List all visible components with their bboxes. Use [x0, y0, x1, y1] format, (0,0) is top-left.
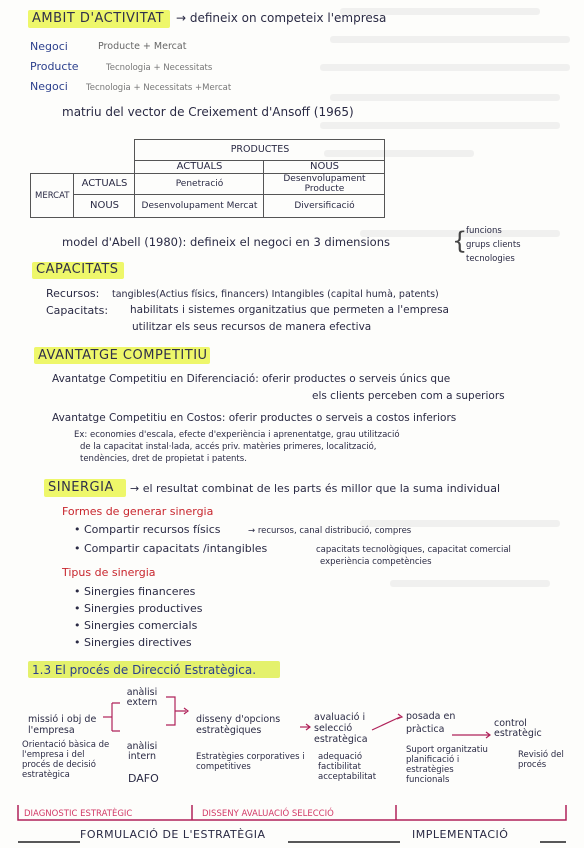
sinergia-title: SINERGIA — [48, 480, 114, 495]
ambit-row-2-value: Tecnologia + Necessitats — [106, 63, 213, 73]
tipus-3: • Sinergies comercials — [74, 619, 198, 632]
matrix-diversificacio: Diversificació — [264, 195, 385, 218]
avantatge-title: AVANTATGE COMPETITIU — [38, 348, 208, 363]
phase-disseny: DISSENY AVALUACIÓ SELECCIÓ — [202, 809, 334, 819]
abell-item-2: grups clients — [466, 240, 521, 250]
capacitats-line-1: habilitats i sistemes organitzatius que permeten a l'empresa — [130, 304, 449, 316]
revisio-proces: Revisió del procés — [518, 750, 564, 770]
phase-formulacio: FORMULACIÓ DE L'ESTRATÈGIA — [80, 828, 266, 841]
disseny-opcions: disseny d'opcions estratègiques — [196, 714, 281, 736]
phase-diagnostic: DIAGNOSTIC ESTRATÈGIC — [24, 809, 133, 819]
abell-brace: { — [452, 227, 468, 255]
diferenciacio-line-1: Avantatge Competitiu en Diferenciació: oferir productes o serveis únics que — [52, 373, 451, 385]
costos-example-1: Ex: economies d'escala, efecte d'experiència i aprenentatge, grau utilització — [74, 430, 400, 440]
matrix-row-nous: NOUS — [74, 195, 135, 218]
recursos-label: Recursos: — [46, 287, 100, 300]
tipus-title: Tipus de sinergia — [62, 566, 156, 579]
abell-item-1: funcions — [466, 226, 502, 236]
forma-1-detail: → recursos, canal distribució, compres — [248, 526, 412, 536]
tipus-4: • Sinergies directives — [74, 636, 192, 649]
capacitats-label: Capacitats: — [46, 304, 109, 317]
diferenciacio-line-2: els clients perceben com a superiors — [312, 390, 505, 402]
abell-item-3: tecnologies — [466, 254, 515, 264]
phase-implementacio: IMPLEMENTACIÓ — [412, 828, 509, 841]
avaluacio-seleccio: avaluació i selecció estratègica — [314, 712, 368, 745]
capacitats-line-2: utilitzar els seus recursos de manera efectiva — [132, 321, 372, 333]
recursos-text: tangibles(Actius físics, financers) Intangibles (capital humà, patents) — [112, 289, 439, 300]
orientacio-basica: Orientació bàsica de l'empresa i del procés de decisió estratègica — [22, 740, 110, 780]
ambit-title: AMBIT D'ACTIVITAT — [32, 11, 165, 26]
ansoff-title: matriu del vector de Creixement d'Ansoff (1965) — [62, 105, 354, 119]
matrix-productes: PRODUCTES — [135, 140, 385, 161]
ambit-row-1-value: Producte + Mercat — [98, 41, 187, 52]
matrix-col-nous: NOUS — [264, 161, 385, 174]
ambit-row-3-label: Negoci — [30, 80, 68, 93]
matrix-penetracio: Penetració — [135, 174, 264, 195]
costos-line: Avantatge Competitiu en Costos: oferir productes o serveis a costos inferiors — [52, 412, 457, 424]
proces-title: 1.3 El procés de Direcció Estratègica. — [32, 663, 257, 677]
estrategies-corporatives: Estratègies corporatives i competitives — [196, 752, 305, 772]
formes-title: Formes de generar sinergia — [62, 505, 214, 518]
ambit-definition: → defineix on competeix l'empresa — [176, 11, 387, 25]
costos-example-3: tendències, dret de propietat i patents. — [80, 454, 247, 464]
analisi-extern: anàlisi extern — [126, 687, 158, 708]
suport-organitzatiu: Suport organitzatiu planificació i estratègies funcionals — [406, 745, 488, 785]
control-estrategic: control estratègic — [494, 718, 542, 739]
tipus-1: • Sinergies financeres — [74, 585, 196, 598]
abell-text: model d'Abell (1980): defineix el negoci en 3 dimensions — [62, 235, 390, 249]
matrix-col-actuals: ACTUALS — [135, 161, 264, 174]
sinergia-definition: → el resultat combinat de les parts és millor que la suma individual — [130, 482, 501, 495]
tipus-2: • Sinergies productives — [74, 602, 203, 615]
dafo-label: DAFO — [128, 772, 159, 785]
posada-en-practica: posada en pràctica — [406, 711, 456, 735]
analisi-intern: anàlisi intern — [126, 741, 158, 762]
forma-2-detail: capacitats tecnològiques, capacitat comercial — [316, 545, 511, 555]
ambit-row-2-label: Producte — [30, 60, 79, 73]
forma-1: • Compartir recursos físics — [74, 523, 221, 536]
forma-2-detail-2: experiència competències — [320, 557, 432, 567]
adequacio: adequació factibilitat acceptabilitat — [318, 752, 377, 782]
matrix-row-actuals: ACTUALS — [74, 174, 135, 195]
ambit-row-1-label: Negoci — [30, 40, 68, 53]
ambit-row-3-value: Tecnologia + Necessitats +Mercat — [86, 83, 232, 93]
matrix-desenv-mercat: Desenvolupament Mercat — [135, 195, 264, 218]
forma-2: • Compartir capacitats /intangibles — [74, 542, 268, 555]
capacitats-title: CAPACITATS — [36, 262, 119, 277]
costos-example-2: de la capacitat instal·lada, accés priv. matèries primeres, localització, — [80, 442, 377, 452]
matrix-mercat: MERCAT — [31, 174, 74, 218]
matrix-desenv-producte: Desenvolupament Producte — [264, 174, 385, 195]
mission-box: missió i obj de l'empresa — [28, 714, 97, 736]
